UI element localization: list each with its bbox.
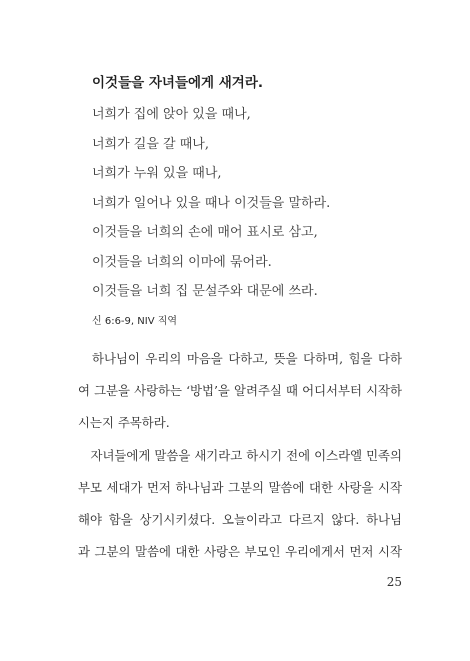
paragraph-line: 여 그분을 사랑하는 ‘방법’을 알려주실 때 어디서부터 시작하 (78, 383, 402, 399)
page-number: 25 (386, 575, 402, 589)
paragraph-line: 해야 함을 상기시키셨다. 오늘이라고 다르지 않다. 하나님 (78, 511, 402, 527)
quote-line: 이것들을 너희의 손에 매어 표시로 삼고, (92, 225, 318, 240)
quote-line: 너희가 누워 있을 때나, (92, 166, 222, 181)
paragraph-line: 과 그분의 말씀에 대한 사랑은 부모인 우리에게서 먼저 시작 (78, 544, 402, 560)
paragraph-line: 시는지 주목하라. (78, 415, 170, 431)
quote-lines (92, 100, 422, 307)
scripture-quote (92, 68, 422, 330)
quote-line: 이것들을 너희 집 문설주와 대문에 쓰라. (92, 284, 318, 299)
quote-line: 너희가 일어나 있을 때나 이것들을 말하라. (92, 195, 331, 211)
paragraph-line: 부모 세대가 먼저 하나님과 그분의 말씀에 대한 사랑을 시작 (78, 479, 402, 495)
paragraph-line: 자녀들에게 말씀을 새기라고 하시기 전에 이스라엘 민족의 (78, 447, 402, 463)
paragraph (78, 343, 402, 440)
paragraph-line: 하나님이 우리의 마음을 다하고, 뜻을 다하며, 힘을 다하 (78, 351, 402, 366)
quote-line: 이것들을 너희의 이마에 묶어라. (92, 254, 272, 270)
quote-line: 너희가 길을 갈 때나, (92, 136, 209, 152)
body-text (78, 343, 402, 568)
quote-line: 너희가 집에 앉아 있을 때나, (92, 107, 251, 122)
paragraph (78, 440, 402, 569)
quote-heading: 이것들을 자녀들에게 새겨라. (92, 75, 264, 91)
quote-citation: 신 6:6-9, NIV 직역 (92, 315, 178, 327)
